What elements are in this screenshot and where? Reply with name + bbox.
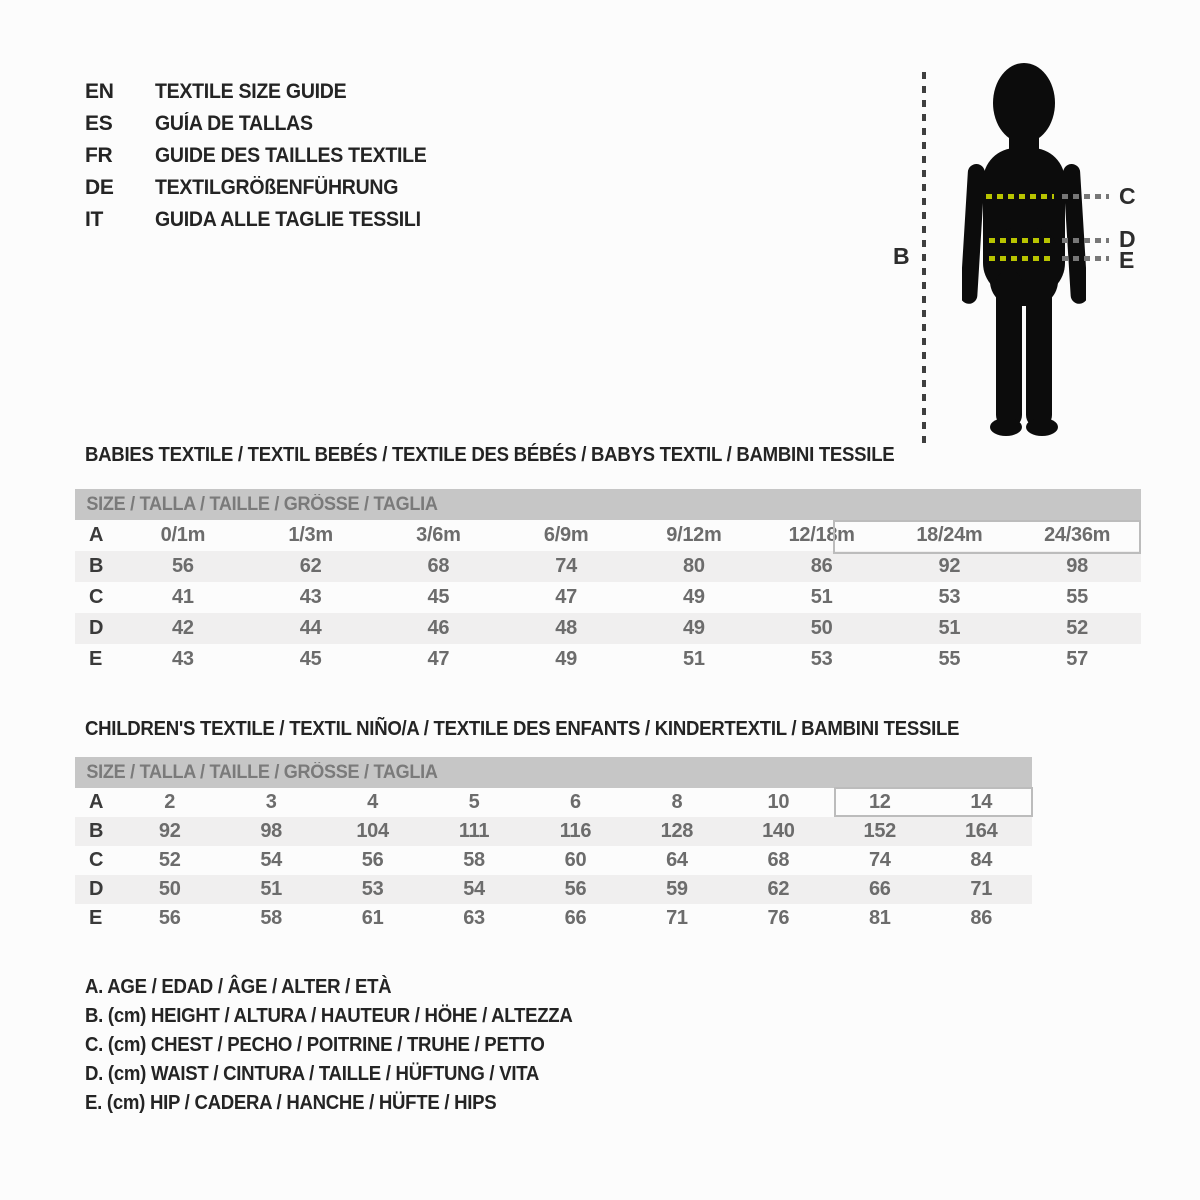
size-value-cell: 49 (683, 586, 705, 608)
size-value-cell: 98 (1066, 555, 1088, 577)
size-value-cell: 98 (260, 820, 282, 842)
size-value-cell: 55 (1066, 586, 1088, 608)
size-value-cell: 140 (762, 820, 795, 842)
size-value-cell: 80 (683, 555, 705, 577)
size-value-cell: 84 (970, 849, 993, 871)
babies-selected-size-box (833, 520, 1141, 554)
size-value-cell: 56 (158, 907, 181, 929)
size-value-cell: 8 (671, 791, 683, 813)
children-table-header-label: SIZE / TALLA / TAILLE / GRÖSSE / TAGLIA (86, 761, 438, 783)
table-row (75, 613, 1141, 644)
children-table-header (75, 757, 1032, 788)
language-code: EN (85, 80, 114, 103)
size-value-cell: 5 (468, 791, 480, 813)
language-code: DE (85, 176, 114, 199)
size-value-cell: 51 (938, 617, 961, 639)
size-value-cell: 64 (666, 849, 688, 871)
child-silhouette-icon (962, 60, 1086, 438)
size-value-cell: 12 (868, 791, 891, 813)
table-row (75, 817, 1032, 846)
size-value-cell: 2 (164, 791, 176, 813)
measure-label-e: E (1119, 247, 1135, 273)
row-label: C (89, 586, 104, 608)
size-value-cell: 116 (559, 820, 592, 842)
table-row (75, 904, 1032, 933)
measurement-legend (85, 976, 609, 1121)
size-value-cell: 63 (463, 907, 485, 929)
size-value-cell: 56 (172, 555, 194, 577)
measure-label-d: D (1119, 226, 1136, 252)
size-value-cell: 66 (868, 878, 891, 900)
row-label: B (89, 820, 104, 842)
language-row (85, 204, 447, 236)
language-label: TEXTILE SIZE GUIDE (155, 80, 347, 103)
size-value-cell: 50 (158, 878, 181, 900)
size-value-cell: 49 (683, 617, 705, 639)
size-value-cell: 62 (299, 555, 322, 577)
size-value-cell: 42 (172, 617, 194, 639)
size-value-cell: 0/1m (160, 524, 206, 546)
size-value-cell: 58 (463, 849, 485, 871)
size-value-cell: 111 (458, 820, 490, 842)
size-value-cell: 54 (463, 878, 485, 900)
size-value-cell: 46 (427, 617, 450, 639)
size-value-cell: 44 (299, 617, 322, 639)
size-value-cell: 76 (767, 907, 790, 929)
chest-measure-extension (1062, 194, 1109, 199)
size-value-cell: 68 (427, 555, 450, 577)
size-value-cell: 92 (158, 820, 181, 842)
table-row (75, 551, 1141, 582)
size-value-cell: 51 (260, 878, 282, 900)
size-value-cell: 60 (564, 849, 587, 871)
row-label: E (89, 907, 103, 929)
size-value-cell: 81 (868, 907, 891, 929)
size-value-cell: 54 (260, 849, 282, 871)
size-value-cell: 6 (570, 791, 581, 813)
size-value-cell: 56 (361, 849, 384, 871)
language-row (85, 140, 447, 172)
size-value-cell: 43 (299, 586, 322, 608)
size-value-cell: 66 (564, 907, 587, 929)
size-value-cell: 24/36m (1044, 524, 1111, 546)
row-label: C (89, 849, 104, 871)
size-value-cell: 1/3m (288, 524, 333, 546)
language-code: FR (85, 144, 113, 167)
row-label: B (89, 555, 104, 577)
size-value-cell: 3/6m (416, 524, 461, 546)
size-value-cell: 55 (938, 648, 961, 670)
language-row (85, 76, 447, 108)
chest-measure-line (986, 194, 1054, 199)
size-value-cell: 53 (938, 586, 961, 608)
size-value-cell: 53 (361, 878, 384, 900)
size-value-cell: 152 (863, 820, 897, 842)
size-value-cell: 61 (361, 907, 384, 929)
size-value-cell: 9/12m (666, 524, 722, 546)
size-value-cell: 51 (683, 648, 705, 670)
language-code: ES (85, 112, 113, 135)
legend-line: D. (cm) WAIST / CINTURA / TAILLE / HÜFTUNG / VITA (85, 1063, 540, 1085)
size-value-cell: 56 (564, 878, 587, 900)
babies-section-title: BABIES TEXTILE / TEXTIL BEBÉS / TEXTILE DES BÉBÉS / BABYS TEXTIL / BAMBINI TESSILE (85, 444, 895, 466)
size-value-cell: 57 (1066, 648, 1088, 670)
waist-measure-extension (1062, 238, 1109, 243)
row-label: E (89, 648, 103, 670)
row-label: A (89, 791, 104, 813)
size-value-cell: 47 (555, 586, 577, 608)
size-value-cell: 128 (660, 820, 694, 842)
size-value-cell: 18/24m (916, 524, 983, 546)
size-value-cell: 52 (1066, 617, 1088, 639)
size-value-cell: 12/18m (788, 524, 855, 546)
size-value-cell: 50 (810, 617, 833, 639)
children-section-title: CHILDREN'S TEXTILE / TEXTIL NIÑO/A / TEXTILE DES ENFANTS / KINDERTEXTIL / BAMBINI TESSILE (85, 718, 960, 740)
size-value-cell: 74 (868, 849, 891, 871)
size-value-cell: 59 (666, 878, 688, 900)
babies-table-header-label: SIZE / TALLA / TAILLE / GRÖSSE / TAGLIA (86, 493, 438, 515)
size-value-cell: 41 (172, 586, 194, 608)
children-selected-size-box (834, 787, 1033, 817)
size-value-cell: 48 (555, 617, 577, 639)
row-label: D (89, 617, 104, 639)
babies-size-table (75, 489, 1141, 675)
size-value-cell: 45 (427, 586, 450, 608)
legend-line: E. (cm) HIP / CADERA / HANCHE / HÜFTE / HIPS (85, 1092, 497, 1114)
table-row (75, 875, 1032, 904)
size-value-cell: 14 (970, 791, 993, 813)
size-value-cell: 58 (260, 907, 282, 929)
size-value-cell: 43 (172, 648, 194, 670)
size-value-cell: 4 (367, 791, 378, 813)
table-row (75, 644, 1141, 675)
size-value-cell: 164 (964, 820, 998, 842)
legend-line: A. AGE / EDAD / ÂGE / ALTER / ETÀ (85, 976, 392, 998)
size-value-cell: 68 (767, 849, 790, 871)
table-row (75, 846, 1032, 875)
size-value-cell: 86 (970, 907, 993, 929)
size-value-cell: 3 (265, 791, 277, 813)
legend-line: C. (cm) CHEST / PECHO / POITRINE / TRUHE / PETTO (85, 1034, 545, 1056)
size-value-cell: 45 (299, 648, 322, 670)
size-value-cell: 52 (158, 849, 181, 871)
size-value-cell: 71 (666, 907, 688, 929)
table-row (75, 582, 1141, 613)
waist-measure-line (989, 238, 1055, 243)
size-value-cell: 6/9m (543, 524, 589, 546)
size-value-cell: 47 (427, 648, 450, 670)
size-value-cell: 49 (555, 648, 577, 670)
children-size-table (75, 757, 1032, 933)
size-value-cell: 86 (810, 555, 833, 577)
language-label: GUÍA DE TALLAS (155, 112, 313, 135)
height-measure-line-b (922, 72, 926, 444)
measure-label-b: B (893, 243, 910, 269)
language-code: IT (85, 208, 104, 231)
row-label: D (89, 878, 104, 900)
language-label: GUIDE DES TAILLES TEXTILE (155, 144, 427, 167)
size-value-cell: 62 (767, 878, 790, 900)
size-value-cell: 71 (970, 878, 993, 900)
hip-measure-line (989, 256, 1055, 261)
language-label: GUIDA ALLE TAGLIE TESSILI (155, 208, 421, 231)
hip-measure-extension (1062, 256, 1109, 261)
size-value-cell: 53 (810, 648, 833, 670)
size-value-cell: 104 (356, 820, 389, 842)
size-value-cell: 10 (767, 791, 790, 813)
measure-label-c: C (1119, 183, 1136, 209)
size-value-cell: 74 (555, 555, 577, 577)
size-value-cell: 51 (810, 586, 833, 608)
language-row (85, 108, 447, 140)
language-list (85, 76, 447, 236)
language-label: TEXTILGRÖßENFÜHRUNG (155, 176, 399, 199)
size-value-cell: 92 (938, 555, 961, 577)
babies-table-header (75, 489, 1141, 520)
legend-line: B. (cm) HEIGHT / ALTURA / HAUTEUR / HÖHE / ALTEZZA (85, 1005, 573, 1027)
row-label: A (89, 524, 104, 546)
language-row (85, 172, 447, 204)
